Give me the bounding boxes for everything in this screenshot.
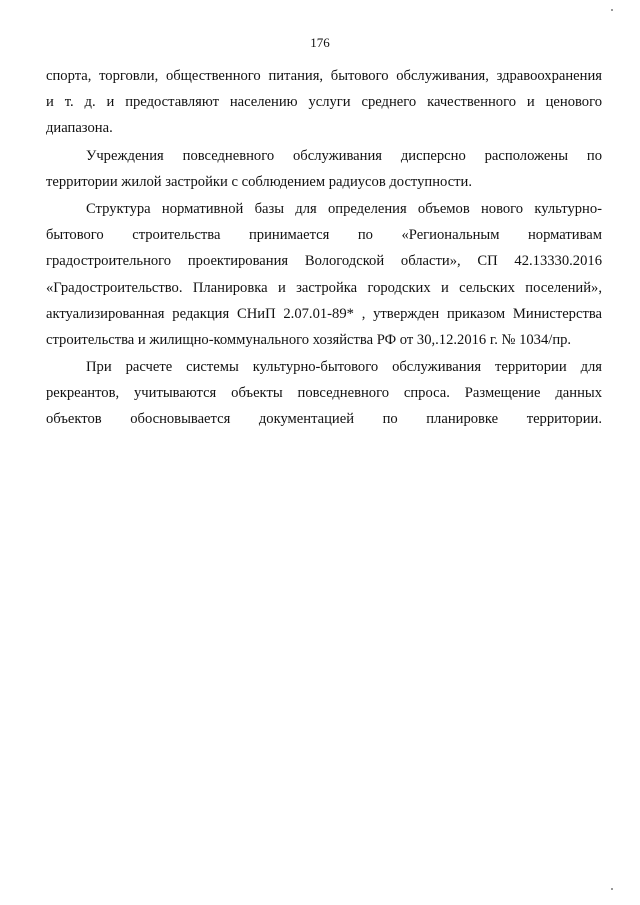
paragraph-1 xyxy=(46,63,602,142)
text-line: объектов обосновывается документацией по планировке территории. xyxy=(46,411,602,428)
text-line: диапазона. xyxy=(46,120,113,137)
text-line: Учреждения повседневного обслуживания дисперсно расположены по xyxy=(86,147,602,164)
paragraph-2 xyxy=(46,143,602,195)
text-line: бытового строительства принимается по «Региональным нормативам xyxy=(46,227,602,244)
text-line: строительства и жилищно-коммунального хозяйства РФ от 30,.12.2016 г. № 1034/пр. xyxy=(46,331,572,348)
scan-speck xyxy=(611,9,613,11)
text-line: При расчете системы культурно-бытового обслуживания территории для xyxy=(86,359,602,376)
scan-speck xyxy=(611,888,613,890)
text-line: рекреантов, учитываются объекты повседневного спроса. Размещение данных xyxy=(46,385,602,402)
text-line: Структура нормативной базы для определения объемов нового культурно- xyxy=(86,200,602,217)
text-line: актуализированная редакция СНиП 2.07.01-89* , утвержден приказом Министерства xyxy=(46,305,602,322)
text-line: и т. д. и предоставляют населению услуги среднего качественного и ценового xyxy=(46,94,602,111)
page-number: 176 xyxy=(310,35,330,50)
text-line: «Градостроительство. Планировка и застройка городских и сельских поселений», xyxy=(46,279,602,296)
text-line: градостроительного проектирования Вологодской области», СП 42.13330.2016 xyxy=(46,253,602,270)
text-line: территории жилой застройки с соблюдением радиусов доступности. xyxy=(46,173,473,190)
paragraph-4 xyxy=(46,354,602,433)
text-line: спорта, торговли, общественного питания, бытового обслуживания, здравоохранения xyxy=(46,68,602,84)
paragraph-3 xyxy=(46,196,602,353)
body-text xyxy=(46,63,602,433)
